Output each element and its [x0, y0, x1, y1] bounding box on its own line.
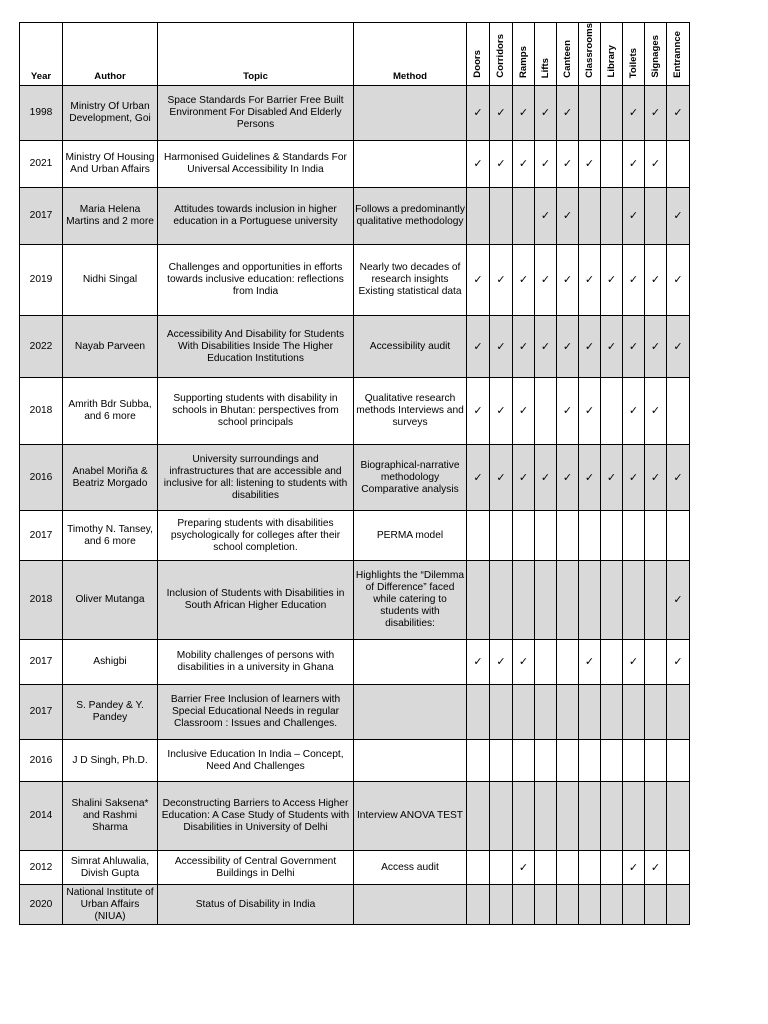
- empty-cell: [535, 640, 557, 685]
- empty-cell: [557, 740, 579, 782]
- table-row: [20, 378, 690, 445]
- empty-cell: [623, 782, 645, 851]
- check-mark-icon: ✓: [623, 316, 645, 378]
- check-mark-icon: ✓: [513, 640, 535, 685]
- check-mark-icon: ✓: [467, 86, 490, 141]
- empty-cell: [601, 141, 623, 188]
- check-mark-icon: ✓: [645, 141, 667, 188]
- header-author: Author: [63, 23, 158, 86]
- table-row: [20, 245, 690, 316]
- check-mark-icon: ✓: [513, 86, 535, 141]
- check-mark-icon: ✓: [467, 316, 490, 378]
- table-row: [20, 445, 690, 511]
- cell-author: Nayab Parveen: [63, 316, 158, 378]
- check-mark-icon: ✓: [667, 86, 690, 141]
- check-mark-icon: ✓: [535, 188, 557, 245]
- cell-year: 2019: [20, 245, 63, 316]
- cell-method: [354, 685, 467, 740]
- cell-author: Ashigbi: [63, 640, 158, 685]
- check-mark-icon: ✓: [490, 86, 513, 141]
- header-lifts: Lifts: [535, 23, 557, 86]
- empty-cell: [623, 685, 645, 740]
- cell-method: Qualitative research methods Interviews and surveys: [354, 378, 467, 445]
- empty-cell: [623, 561, 645, 640]
- header-method: Method: [354, 23, 467, 86]
- table-row: [20, 141, 690, 188]
- cell-year: 2016: [20, 740, 63, 782]
- empty-cell: [557, 851, 579, 885]
- check-mark-icon: ✓: [490, 316, 513, 378]
- cell-method: [354, 86, 467, 141]
- cell-year: 2017: [20, 685, 63, 740]
- empty-cell: [513, 740, 535, 782]
- empty-cell: [513, 511, 535, 561]
- check-mark-icon: ✓: [557, 141, 579, 188]
- cell-topic: Inclusion of Students with Disabilities in South African Higher Education: [158, 561, 354, 640]
- cell-topic: Mobility challenges of persons with disabilities in a university in Ghana: [158, 640, 354, 685]
- empty-cell: [645, 740, 667, 782]
- empty-cell: [645, 511, 667, 561]
- check-mark-icon: ✓: [645, 86, 667, 141]
- check-mark-icon: ✓: [623, 245, 645, 316]
- empty-cell: [557, 640, 579, 685]
- check-mark-icon: ✓: [579, 378, 601, 445]
- empty-cell: [601, 885, 623, 925]
- empty-cell: [667, 378, 690, 445]
- check-mark-icon: ✓: [467, 640, 490, 685]
- check-mark-icon: ✓: [535, 141, 557, 188]
- cell-method: [354, 885, 467, 925]
- empty-cell: [601, 188, 623, 245]
- header-year: Year: [20, 23, 63, 86]
- check-mark-icon: ✓: [579, 445, 601, 511]
- empty-cell: [579, 885, 601, 925]
- cell-method: Highlights the “Dilemma of Difference” faced while catering to students with disabilities:: [354, 561, 467, 640]
- header-doors: Doors: [467, 23, 490, 86]
- cell-method: [354, 740, 467, 782]
- empty-cell: [667, 141, 690, 188]
- empty-cell: [467, 740, 490, 782]
- empty-cell: [601, 511, 623, 561]
- empty-cell: [490, 885, 513, 925]
- empty-cell: [535, 740, 557, 782]
- empty-cell: [623, 740, 645, 782]
- check-mark-icon: ✓: [645, 445, 667, 511]
- cell-author: Simrat Ahluwalia, Divish Gupta: [63, 851, 158, 885]
- cell-topic: Barrier Free Inclusion of learners with Special Educational Needs in regular Classroom : Issues and Challenges.: [158, 685, 354, 740]
- check-mark-icon: ✓: [467, 141, 490, 188]
- empty-cell: [535, 511, 557, 561]
- table-row: [20, 885, 690, 925]
- cell-topic: Harmonised Guidelines & Standards For Universal Accessibility In India: [158, 141, 354, 188]
- empty-cell: [490, 740, 513, 782]
- check-mark-icon: ✓: [490, 640, 513, 685]
- check-mark-icon: ✓: [579, 640, 601, 685]
- empty-cell: [557, 782, 579, 851]
- check-mark-icon: ✓: [467, 245, 490, 316]
- check-mark-icon: ✓: [667, 561, 690, 640]
- check-mark-icon: ✓: [557, 316, 579, 378]
- empty-cell: [490, 851, 513, 885]
- check-mark-icon: ✓: [535, 245, 557, 316]
- cell-author: S. Pandey & Y. Pandey: [63, 685, 158, 740]
- header-classrooms: Classrooms: [579, 23, 601, 86]
- table-row: [20, 561, 690, 640]
- check-mark-icon: ✓: [490, 245, 513, 316]
- check-mark-icon: ✓: [667, 316, 690, 378]
- header-library: Library: [601, 23, 623, 86]
- table-row: [20, 86, 690, 141]
- cell-topic: Attitudes towards inclusion in higher education in a Portuguese university: [158, 188, 354, 245]
- cell-method: Follows a predominantly qualitative methodology: [354, 188, 467, 245]
- empty-cell: [467, 885, 490, 925]
- cell-author: National Institute of Urban Affairs (NIUA): [63, 885, 158, 925]
- check-mark-icon: ✓: [667, 640, 690, 685]
- check-mark-icon: ✓: [513, 851, 535, 885]
- check-mark-icon: ✓: [557, 378, 579, 445]
- check-mark-icon: ✓: [557, 86, 579, 141]
- empty-cell: [513, 685, 535, 740]
- empty-cell: [601, 740, 623, 782]
- table-row: [20, 782, 690, 851]
- table-row: [20, 685, 690, 740]
- check-mark-icon: ✓: [513, 141, 535, 188]
- empty-cell: [579, 86, 601, 141]
- cell-method: PERMA model: [354, 511, 467, 561]
- empty-cell: [535, 851, 557, 885]
- empty-cell: [601, 851, 623, 885]
- empty-cell: [467, 685, 490, 740]
- cell-author: Amrith Bdr Subba, and 6 more: [63, 378, 158, 445]
- cell-author: Nidhi Singal: [63, 245, 158, 316]
- empty-cell: [645, 782, 667, 851]
- cell-author: Maria Helena Martins and 2 more: [63, 188, 158, 245]
- empty-cell: [513, 561, 535, 640]
- cell-author: Shalini Saksena* and Rashmi Sharma: [63, 782, 158, 851]
- check-mark-icon: ✓: [467, 445, 490, 511]
- check-mark-icon: ✓: [645, 316, 667, 378]
- empty-cell: [601, 685, 623, 740]
- empty-cell: [579, 685, 601, 740]
- table-row: [20, 740, 690, 782]
- check-mark-icon: ✓: [667, 245, 690, 316]
- empty-cell: [535, 685, 557, 740]
- cell-year: 2022: [20, 316, 63, 378]
- cell-topic: Supporting students with disability in schools in Bhutan: perspectives from school principals: [158, 378, 354, 445]
- cell-author: Oliver Mutanga: [63, 561, 158, 640]
- header-signages: Signages: [645, 23, 667, 86]
- empty-cell: [645, 640, 667, 685]
- cell-year: 2014: [20, 782, 63, 851]
- cell-author: Ministry Of Housing And Urban Affairs: [63, 141, 158, 188]
- cell-topic: Space Standards For Barrier Free Built Environment For Disabled And Elderly Persons: [158, 86, 354, 141]
- check-mark-icon: ✓: [601, 316, 623, 378]
- empty-cell: [535, 885, 557, 925]
- empty-cell: [579, 851, 601, 885]
- cell-method: Access audit: [354, 851, 467, 885]
- empty-cell: [667, 851, 690, 885]
- literature-review-table: [19, 22, 690, 925]
- header-entrance: Entrannce: [667, 23, 690, 86]
- check-mark-icon: ✓: [645, 245, 667, 316]
- cell-topic: Preparing students with disabilities psychologically for colleges after their school completion.: [158, 511, 354, 561]
- cell-year: 2021: [20, 141, 63, 188]
- empty-cell: [601, 782, 623, 851]
- empty-cell: [667, 782, 690, 851]
- check-mark-icon: ✓: [557, 188, 579, 245]
- cell-method: Biographical-narrative methodology Comparative analysis: [354, 445, 467, 511]
- check-mark-icon: ✓: [579, 316, 601, 378]
- check-mark-icon: ✓: [535, 86, 557, 141]
- check-mark-icon: ✓: [513, 445, 535, 511]
- empty-cell: [490, 511, 513, 561]
- empty-cell: [623, 511, 645, 561]
- table-row: [20, 316, 690, 378]
- empty-cell: [645, 188, 667, 245]
- header-ramps: Ramps: [513, 23, 535, 86]
- empty-cell: [490, 685, 513, 740]
- cell-topic: Accessibility And Disability for Students With Disabilities Inside The Higher Education Institutions: [158, 316, 354, 378]
- empty-cell: [490, 782, 513, 851]
- check-mark-icon: ✓: [623, 640, 645, 685]
- empty-cell: [557, 511, 579, 561]
- empty-cell: [467, 511, 490, 561]
- check-mark-icon: ✓: [513, 316, 535, 378]
- empty-cell: [645, 885, 667, 925]
- cell-year: 2018: [20, 561, 63, 640]
- check-mark-icon: ✓: [623, 188, 645, 245]
- check-mark-icon: ✓: [623, 851, 645, 885]
- header-corridors: Corridors: [490, 23, 513, 86]
- cell-method: Accessibility audit: [354, 316, 467, 378]
- check-mark-icon: ✓: [623, 86, 645, 141]
- header-row: [20, 23, 690, 86]
- empty-cell: [601, 640, 623, 685]
- check-mark-icon: ✓: [623, 378, 645, 445]
- table-row: [20, 511, 690, 561]
- check-mark-icon: ✓: [490, 445, 513, 511]
- empty-cell: [579, 188, 601, 245]
- cell-topic: Challenges and opportunities in efforts towards inclusive education: reflections from India: [158, 245, 354, 316]
- cell-topic: University surroundings and infrastructures that are accessible and inclusive for all: listening to students with disabilities: [158, 445, 354, 511]
- empty-cell: [601, 561, 623, 640]
- empty-cell: [667, 685, 690, 740]
- empty-cell: [513, 885, 535, 925]
- empty-cell: [557, 685, 579, 740]
- cell-year: 2016: [20, 445, 63, 511]
- empty-cell: [535, 561, 557, 640]
- empty-cell: [667, 885, 690, 925]
- check-mark-icon: ✓: [579, 245, 601, 316]
- cell-method: [354, 141, 467, 188]
- check-mark-icon: ✓: [623, 141, 645, 188]
- empty-cell: [601, 86, 623, 141]
- cell-year: 2018: [20, 378, 63, 445]
- cell-method: [354, 640, 467, 685]
- empty-cell: [535, 782, 557, 851]
- table-row: [20, 851, 690, 885]
- header-canteen: Canteen: [557, 23, 579, 86]
- empty-cell: [535, 378, 557, 445]
- cell-author: Ministry Of Urban Development, Goi: [63, 86, 158, 141]
- table-row: [20, 640, 690, 685]
- check-mark-icon: ✓: [601, 445, 623, 511]
- check-mark-icon: ✓: [535, 445, 557, 511]
- check-mark-icon: ✓: [467, 378, 490, 445]
- empty-cell: [490, 561, 513, 640]
- empty-cell: [467, 561, 490, 640]
- empty-cell: [579, 782, 601, 851]
- check-mark-icon: ✓: [645, 378, 667, 445]
- cell-year: 1998: [20, 86, 63, 141]
- cell-method: Nearly two decades of research insights Existing statistical data: [354, 245, 467, 316]
- check-mark-icon: ✓: [513, 378, 535, 445]
- header-topic: Topic: [158, 23, 354, 86]
- cell-year: 2020: [20, 885, 63, 925]
- check-mark-icon: ✓: [513, 245, 535, 316]
- empty-cell: [467, 188, 490, 245]
- check-mark-icon: ✓: [667, 445, 690, 511]
- table-row: [20, 188, 690, 245]
- empty-cell: [579, 511, 601, 561]
- empty-cell: [667, 740, 690, 782]
- cell-topic: Accessibility of Central Government Buildings in Delhi: [158, 851, 354, 885]
- empty-cell: [513, 188, 535, 245]
- cell-year: 2012: [20, 851, 63, 885]
- check-mark-icon: ✓: [490, 141, 513, 188]
- check-mark-icon: ✓: [557, 445, 579, 511]
- check-mark-icon: ✓: [601, 245, 623, 316]
- empty-cell: [601, 378, 623, 445]
- empty-cell: [579, 561, 601, 640]
- cell-method: Interview ANOVA TEST: [354, 782, 467, 851]
- empty-cell: [513, 782, 535, 851]
- cell-author: Timothy N. Tansey, and 6 more: [63, 511, 158, 561]
- empty-cell: [579, 740, 601, 782]
- empty-cell: [467, 782, 490, 851]
- empty-cell: [623, 885, 645, 925]
- cell-author: J D Singh, Ph.D.: [63, 740, 158, 782]
- empty-cell: [467, 851, 490, 885]
- cell-year: 2017: [20, 188, 63, 245]
- empty-cell: [490, 188, 513, 245]
- empty-cell: [645, 685, 667, 740]
- header-toilets: Toilets: [623, 23, 645, 86]
- table-body: [20, 86, 690, 925]
- cell-topic: Inclusive Education In India – Concept, Need And Challenges: [158, 740, 354, 782]
- cell-topic: Status of Disability in India: [158, 885, 354, 925]
- check-mark-icon: ✓: [645, 851, 667, 885]
- check-mark-icon: ✓: [535, 316, 557, 378]
- check-mark-icon: ✓: [557, 245, 579, 316]
- cell-topic: Deconstructing Barriers to Access Higher Education: A Case Study of Students with Disabilities in University of Delhi: [158, 782, 354, 851]
- cell-author: Anabel Moriña & Beatriz Morgado: [63, 445, 158, 511]
- check-mark-icon: ✓: [579, 141, 601, 188]
- check-mark-icon: ✓: [667, 188, 690, 245]
- cell-year: 2017: [20, 640, 63, 685]
- check-mark-icon: ✓: [623, 445, 645, 511]
- empty-cell: [667, 511, 690, 561]
- cell-year: 2017: [20, 511, 63, 561]
- check-mark-icon: ✓: [490, 378, 513, 445]
- empty-cell: [557, 885, 579, 925]
- empty-cell: [645, 561, 667, 640]
- empty-cell: [557, 561, 579, 640]
